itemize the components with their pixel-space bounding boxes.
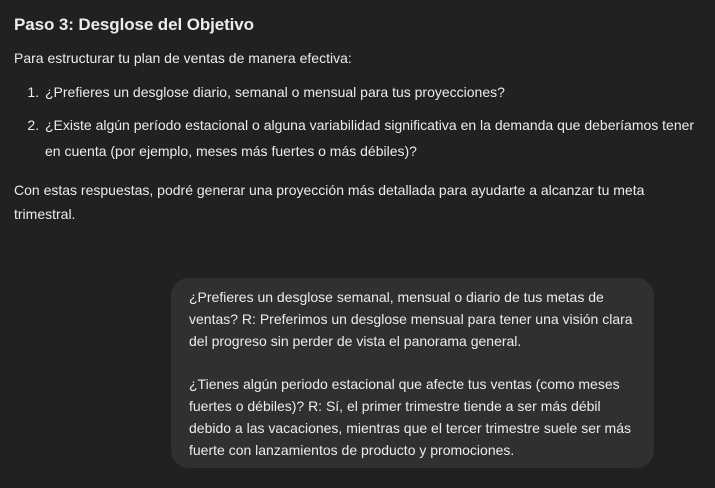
assistant-message bbox=[14, 14, 704, 226]
intro-text: Para estructurar tu plan de ventas de manera efectiva: bbox=[14, 50, 352, 66]
user-answer-2: ¿Tienes algún periodo estacional que afecte tus ventas (como meses fuertes o débiles)? R: Sí, el primer trimestre tiende a ser más débil debido a las vacaciones, mientras que el tercer trimestre suele ser más fuerte con lanzamientos de producto y promociones. bbox=[189, 376, 631, 458]
question-list bbox=[14, 79, 704, 164]
closing-text: Con estas respuestas, podré generar una proyección más detallada para ayudarte a alcanzar tu meta trimestral. bbox=[14, 182, 645, 222]
user-message-bubble bbox=[171, 278, 654, 468]
question-item-2: 2. ¿Existe algún período estacional o alguna variabilidad significativa en la demanda que deberíamos tener en cuenta (por ejemplo, meses más fuertes o más débiles)? bbox=[43, 112, 704, 164]
section-heading: Paso 3: Desglose del Objetivo bbox=[14, 15, 254, 34]
question-item-1: 1. ¿Prefieres un desglose diario, semanal o mensual para tus proyecciones? bbox=[43, 79, 704, 105]
user-answer-1: ¿Prefieres un desglose semanal, mensual o diario de tus metas de ventas? R: Preferimos un desglose mensual para tener una visión clara del progreso sin perder de vista el panorama general. bbox=[189, 289, 633, 349]
